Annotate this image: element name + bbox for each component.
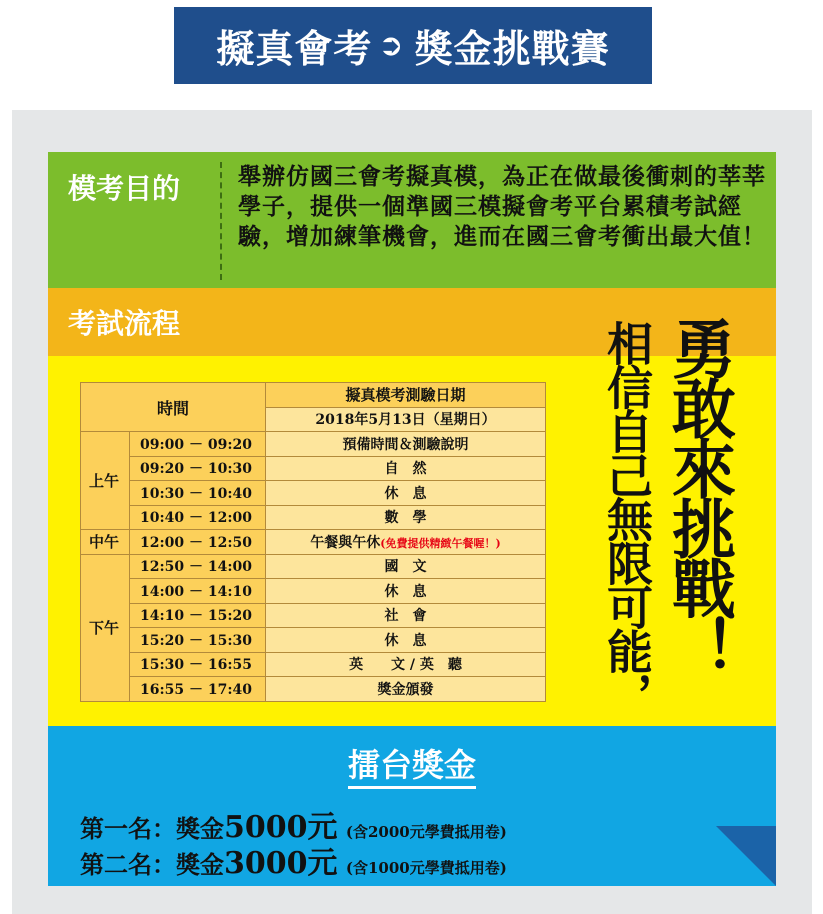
table-row xyxy=(81,652,546,677)
purpose-divider xyxy=(220,162,222,280)
schedule-table xyxy=(80,382,546,702)
title-right: 獎金挑戰賽 xyxy=(414,27,610,71)
subject-cell: 預備時間＆測驗說明 xyxy=(266,432,546,457)
time-cell: 15:20 － 15:30 xyxy=(130,628,266,653)
subject-cell xyxy=(266,530,546,555)
second-amount: 3000元 xyxy=(224,846,338,881)
subject-cell: 國 文 xyxy=(266,554,546,579)
time-cell: 12:00 － 12:50 xyxy=(130,530,266,555)
table-row xyxy=(81,554,546,579)
first-rank: 第一名：獎金 xyxy=(80,814,224,843)
subject-cell: 社 會 xyxy=(266,603,546,628)
header-time: 時間 xyxy=(81,383,266,432)
slogan-small: 相信自己無限可能， xyxy=(600,320,654,716)
title-banner xyxy=(174,7,652,84)
header-date: 2018年5月13日（星期日） xyxy=(266,407,546,432)
table-row xyxy=(81,628,546,653)
subject-cell: 自 然 xyxy=(266,456,546,481)
purpose-section xyxy=(48,152,776,288)
table-row xyxy=(81,530,546,555)
table-row xyxy=(81,456,546,481)
period-morning: 上午 xyxy=(81,432,130,530)
prize-heading-text: 擂台獎金 xyxy=(348,746,476,789)
corner-fold-cover xyxy=(736,806,776,826)
header-title: 擬真模考測驗日期 xyxy=(266,383,546,408)
lunch-label: 午餐與午休 xyxy=(310,534,381,551)
arrow-icon: ➲ xyxy=(378,28,405,63)
purpose-text: 舉辦仿國三會考擬真模，為正在做最後衝刺的莘莘學子，提供一個準國三模擬會考平台累積考試經驗，增加練筆機會，進而在國三會考衝出最大值！ xyxy=(238,164,766,250)
subject-cell: 休 息 xyxy=(266,481,546,506)
table-row xyxy=(81,505,546,530)
subject-cell: 英 文 / 英 聽 xyxy=(266,652,546,677)
time-cell: 14:10 － 15:20 xyxy=(130,603,266,628)
time-cell: 15:30 － 16:55 xyxy=(130,652,266,677)
time-cell: 09:20 － 10:30 xyxy=(130,456,266,481)
second-rank: 第二名：獎金 xyxy=(80,850,224,879)
table-row xyxy=(81,432,546,457)
time-cell: 16:55 － 17:40 xyxy=(130,677,266,702)
first-amount: 5000元 xyxy=(224,810,338,845)
purpose-label: 模考目的 xyxy=(68,172,181,205)
table-row xyxy=(81,383,546,408)
corner-fold xyxy=(716,826,776,886)
subject-cell: 獎金頒發 xyxy=(266,677,546,702)
period-afternoon: 下午 xyxy=(81,554,130,701)
slogan-big: 勇敢來挑戰！ xyxy=(661,316,736,676)
second-note: (含1000元學費抵用卷) xyxy=(345,859,507,877)
subject-cell: 休 息 xyxy=(266,628,546,653)
table-row xyxy=(81,677,546,702)
time-cell: 10:40 － 12:00 xyxy=(130,505,266,530)
lunch-note: (免費提供精緻午餐喔！) xyxy=(380,536,501,550)
table-row xyxy=(81,481,546,506)
prize-second xyxy=(80,838,720,882)
table-row xyxy=(81,603,546,628)
title-left: 擬真會考 xyxy=(216,27,373,71)
period-noon: 中午 xyxy=(81,530,130,555)
time-cell: 09:00 － 09:20 xyxy=(130,432,266,457)
first-note: (含2000元學費抵用卷) xyxy=(345,823,507,841)
time-cell: 12:50 － 14:00 xyxy=(130,554,266,579)
subject-cell: 數 學 xyxy=(266,505,546,530)
process-label: 考試流程 xyxy=(68,307,181,340)
prize-heading xyxy=(48,740,776,786)
subject-cell: 休 息 xyxy=(266,579,546,604)
time-cell: 14:00 － 14:10 xyxy=(130,579,266,604)
table-row xyxy=(81,579,546,604)
time-cell: 10:30 － 10:40 xyxy=(130,481,266,506)
